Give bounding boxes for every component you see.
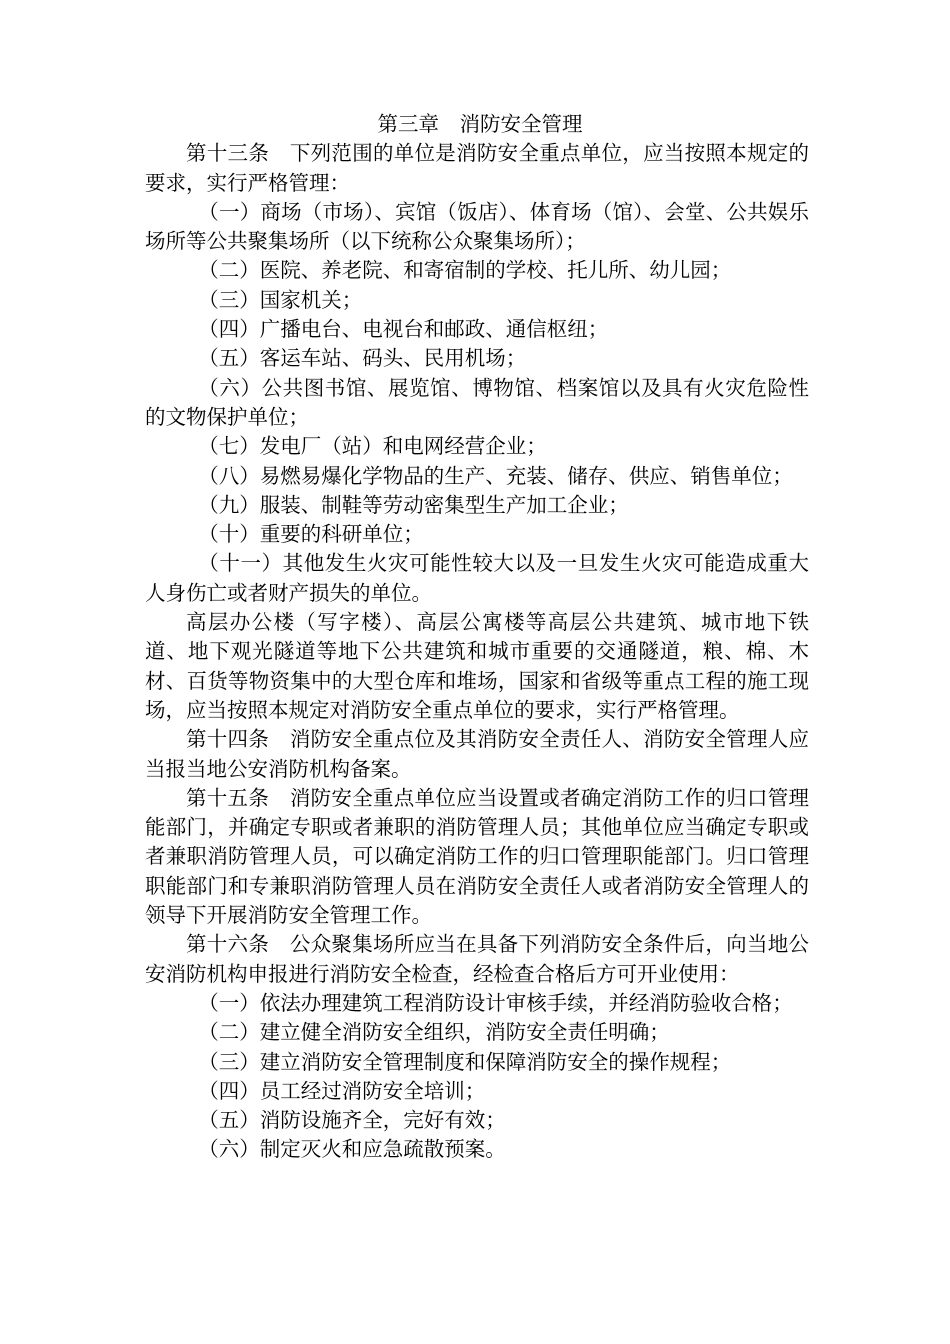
article-13-item-6: （六）公共图书馆、展览馆、博物馆、档案馆以及具有火灾危险性的文物保护单位； <box>145 375 809 429</box>
document-page <box>145 110 809 1165</box>
article-13-item-10: （十）重要的科研单位； <box>198 522 424 547</box>
article-16-item-2: （二）建立健全消防安全组织，消防安全责任明确； <box>198 1020 670 1045</box>
article-13-intro: 第十三条 下列范围的单位是消防安全重点单位，应当按照本规定的要求，实行严格管理： <box>145 141 809 195</box>
article-13-item-1: （一）商场（市场）、宾馆（饭店）、体育场（馆）、会堂、公共娱乐场所等公共聚集场所（以下统称公众聚集场所）； <box>145 199 809 254</box>
article-13-item-3: （三）国家机关； <box>198 287 363 312</box>
article-13-item-9: （九）服装、制鞋等劳动密集型生产加工企业； <box>198 492 629 517</box>
article-16-item-4: （四）员工经过消防安全培训； <box>198 1078 486 1103</box>
article-13-item-5: （五）客运车站、码头、民用机场； <box>198 346 527 371</box>
article-15: 第十五条 消防安全重点单位应当设置或者确定消防工作的归口管理能部门，并确定专职或者兼职的消防管理人员；其他单位应当确定专职或者兼职消防管理人员，可以确定消防工作的归口管理职能部门。归口管理职能部门和专兼职消防管理人员在消防安全责任人或者消防安全管理人的领导下开展消防安全管理工作。 <box>145 785 809 928</box>
article-13-item-11: （十一）其他发生火灾可能性较大以及一旦发生火灾可能造成重大人身伤亡或者财产损失的单位。 <box>145 551 809 605</box>
article-14: 第十四条 消防安全重点位及其消防安全责任人、消防安全管理人应当报当地公安消防机构备案。 <box>145 727 809 781</box>
article-13-item-7: （七）发电厂（站）和电网经营企业； <box>198 434 547 459</box>
article-13-item-4: （四）广播电台、电视台和邮政、通信枢纽； <box>198 317 609 342</box>
article-16-item-1: （一）依法办理建筑工程消防设计审核手续，并经消防验收合格； <box>198 990 793 1015</box>
article-13-item-2: （二）医院、养老院、和寄宿制的学校、托儿所、幼儿园； <box>198 258 732 283</box>
article-13-supplement: 高层办公楼（写字楼）、高层公寓楼等高层公共建筑、城市地下铁道、地下观光隧道等地下公共建筑和城市重要的交通隧道，粮、棉、木材、百货等物资集中的大型仓库和堆场，国家和省级等重点工程的施工现场，应当按照本规定对消防安全重点单位的要求，实行严格管理。 <box>145 610 809 722</box>
article-16-item-6: （六）制定灭火和应急疏散预案。 <box>198 1137 506 1162</box>
article-16-item-5: （五）消防设施齐全，完好有效； <box>198 1108 506 1133</box>
chapter-title: 第三章 消防安全管理 <box>377 112 583 136</box>
article-13-item-8: （八）易燃易爆化学物品的生产、充装、储存、供应、销售单位； <box>198 463 793 488</box>
article-16-intro: 第十六条 公众聚集场所应当在具备下列消防安全条件后，向当地公安消防机构申报进行消防安全检查，经检查合格后方可开业使用： <box>145 932 809 986</box>
article-16-item-3: （三）建立消防安全管理制度和保障消防安全的操作规程； <box>198 1049 732 1074</box>
